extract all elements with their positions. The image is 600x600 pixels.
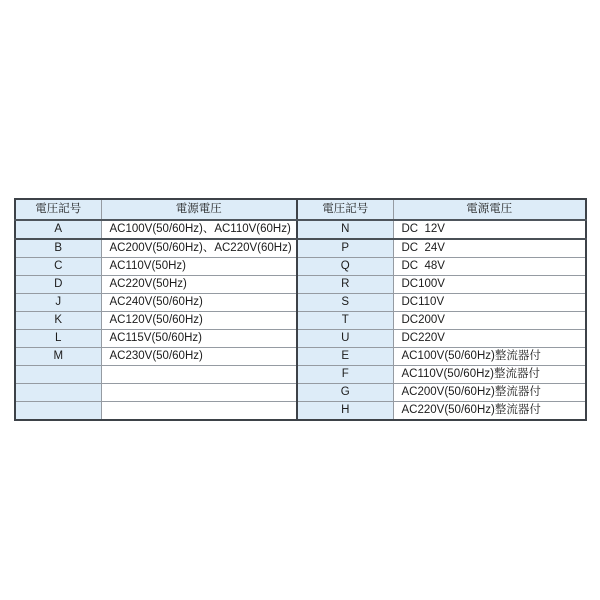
voltage-code-cell: P: [297, 239, 393, 258]
table-row: [15, 402, 586, 421]
voltage-code-table: [14, 198, 587, 421]
voltage-code-cell: A: [15, 220, 101, 239]
supply-voltage-cell: AC200V(50/60Hz)、AC220V(60Hz): [101, 239, 297, 258]
supply-voltage-cell: AC100V(50/60Hz)、AC110V(60Hz): [101, 220, 297, 239]
table-row: [15, 258, 586, 276]
voltage-code-cell: T: [297, 312, 393, 330]
header-voltage-code-right: 電圧記号: [297, 199, 393, 220]
supply-voltage-cell: AC220V(50/60Hz)整流器付: [393, 402, 586, 421]
supply-voltage-cell: DC 12V: [393, 220, 586, 239]
table-row: [15, 220, 586, 239]
voltage-code-cell: C: [15, 258, 101, 276]
supply-voltage-cell: AC110V(50Hz): [101, 258, 297, 276]
supply-voltage-cell: [101, 366, 297, 384]
voltage-code-cell: D: [15, 276, 101, 294]
voltage-code-cell: Q: [297, 258, 393, 276]
voltage-code-cell: S: [297, 294, 393, 312]
voltage-code-cell: [15, 402, 101, 421]
supply-voltage-cell: DC100V: [393, 276, 586, 294]
voltage-code-cell: L: [15, 330, 101, 348]
supply-voltage-cell: AC200V(50/60Hz)整流器付: [393, 384, 586, 402]
voltage-code-cell: B: [15, 239, 101, 258]
header-supply-voltage-right: 電源電圧: [393, 199, 586, 220]
supply-voltage-cell: AC240V(50/60Hz): [101, 294, 297, 312]
table-body: [15, 220, 586, 420]
table-row: [15, 294, 586, 312]
table-row: [15, 348, 586, 366]
supply-voltage-cell: AC100V(50/60Hz)整流器付: [393, 348, 586, 366]
voltage-code-cell: H: [297, 402, 393, 421]
voltage-code-cell: M: [15, 348, 101, 366]
voltage-code-cell: [15, 366, 101, 384]
voltage-code-cell: R: [297, 276, 393, 294]
supply-voltage-cell: AC230V(50/60Hz): [101, 348, 297, 366]
table-row: [15, 312, 586, 330]
supply-voltage-cell: DC220V: [393, 330, 586, 348]
voltage-code-cell: [15, 384, 101, 402]
supply-voltage-cell: [101, 402, 297, 421]
supply-voltage-cell: AC110V(50/60Hz)整流器付: [393, 366, 586, 384]
table-row: [15, 384, 586, 402]
supply-voltage-cell: [101, 384, 297, 402]
table-row: [15, 330, 586, 348]
voltage-code-cell: G: [297, 384, 393, 402]
voltage-code-cell: J: [15, 294, 101, 312]
supply-voltage-cell: DC 48V: [393, 258, 586, 276]
supply-voltage-cell: AC115V(50/60Hz): [101, 330, 297, 348]
header-supply-voltage-left: 電源電圧: [101, 199, 297, 220]
table-row: [15, 239, 586, 258]
supply-voltage-cell: AC120V(50/60Hz): [101, 312, 297, 330]
header-voltage-code-left: 電圧記号: [15, 199, 101, 220]
table-header-row: [15, 199, 586, 220]
voltage-code-cell: E: [297, 348, 393, 366]
voltage-code-cell: U: [297, 330, 393, 348]
voltage-code-cell: F: [297, 366, 393, 384]
table-row: [15, 276, 586, 294]
supply-voltage-cell: AC220V(50Hz): [101, 276, 297, 294]
supply-voltage-cell: DC110V: [393, 294, 586, 312]
voltage-code-cell: N: [297, 220, 393, 239]
supply-voltage-cell: DC 24V: [393, 239, 586, 258]
supply-voltage-cell: DC200V: [393, 312, 586, 330]
table-row: [15, 366, 586, 384]
voltage-code-cell: K: [15, 312, 101, 330]
